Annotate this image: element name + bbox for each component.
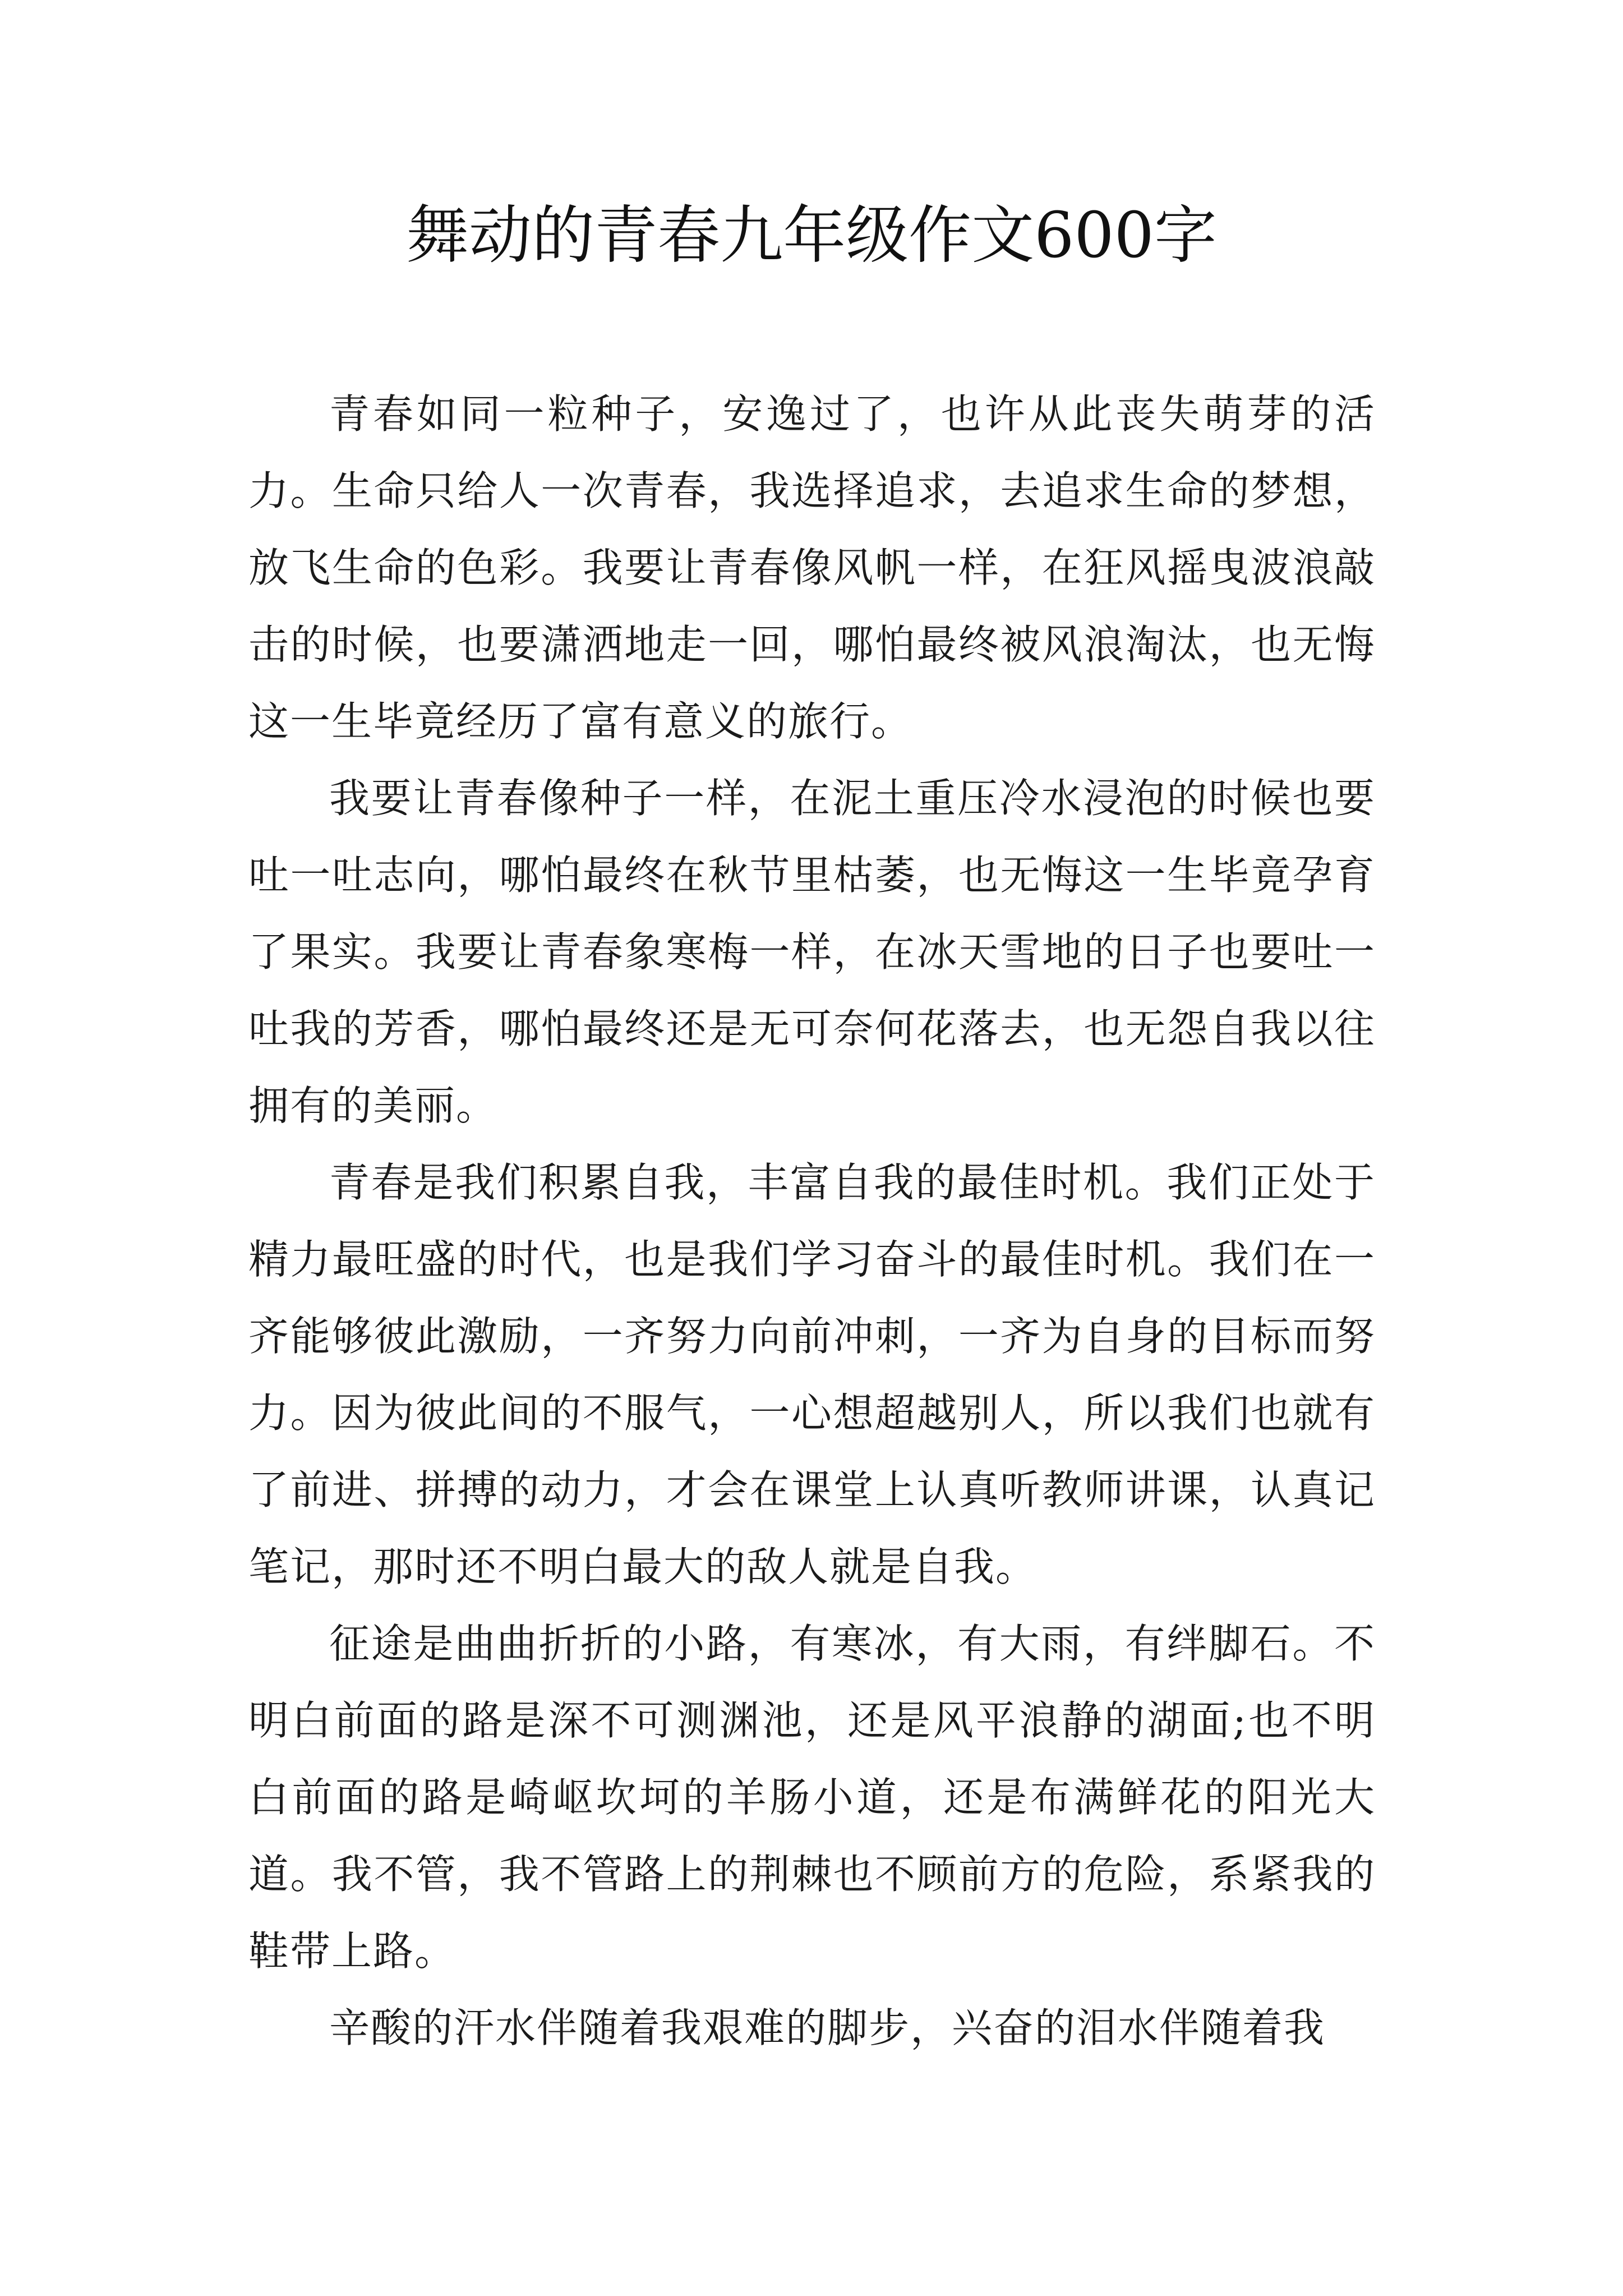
paragraph-1: 青春如同一粒种子，安逸过了，也许从此丧失萌芽的活力。生命只给人一次青春，我选择追求，去追求生命的梦想，放飞生命的色彩。我要让青春像风帆一样，在狂风摇曳波浪敲击的时候，也要潇洒地走一回，哪怕最终被风浪淘汰，也无悔这一生毕竟经历了富有意义的旅行。 <box>248 390 1376 745</box>
paragraph-4: 征途是曲曲折折的小路，有寒冰，有大雨，有绊脚石。不明白前面的路是深不可测渊池，还是风平浪静的湖面;也不明白前面的路是崎岖坎坷的羊肠小道，还是布满鲜花的阳光大道。我不管，我不管路上的荆棘也不顾前方的危险，系紧我的鞋带上路。 <box>248 1620 1376 1975</box>
document-title: 舞动的青春九年级作文600字 <box>406 199 1217 272</box>
document-body <box>248 376 1376 2067</box>
paragraph-3: 青春是我们积累自我，丰富自我的最佳时机。我们正处于精力最旺盛的时代，也是我们学习奋斗的最佳时机。我们在一齐能够彼此激励，一齐努力向前冲刺，一齐为自身的目标而努力。因为彼此间的不服气，一心想超越别人，所以我们也就有了前进、拼搏的动力，才会在课堂上认真听教师讲课，认真记笔记，那时还不明白最大的敌人就是自我。 <box>248 1159 1376 1590</box>
paragraph-2: 我要让青春像种子一样，在泥土重压冷水浸泡的时候也要吐一吐志向，哪怕最终在秋节里枯萎，也无悔这一生毕竟孕育了果实。我要让青春象寒梅一样，在冰天雪地的日子也要吐一吐我的芳香，哪怕最终还是无可奈何花落去，也无怨自我以往拥有的美丽。 <box>248 775 1376 1129</box>
paragraph-5: 辛酸的汗水伴随着我艰难的脚步，兴奋的泪水伴随着我 <box>329 2004 1326 2051</box>
